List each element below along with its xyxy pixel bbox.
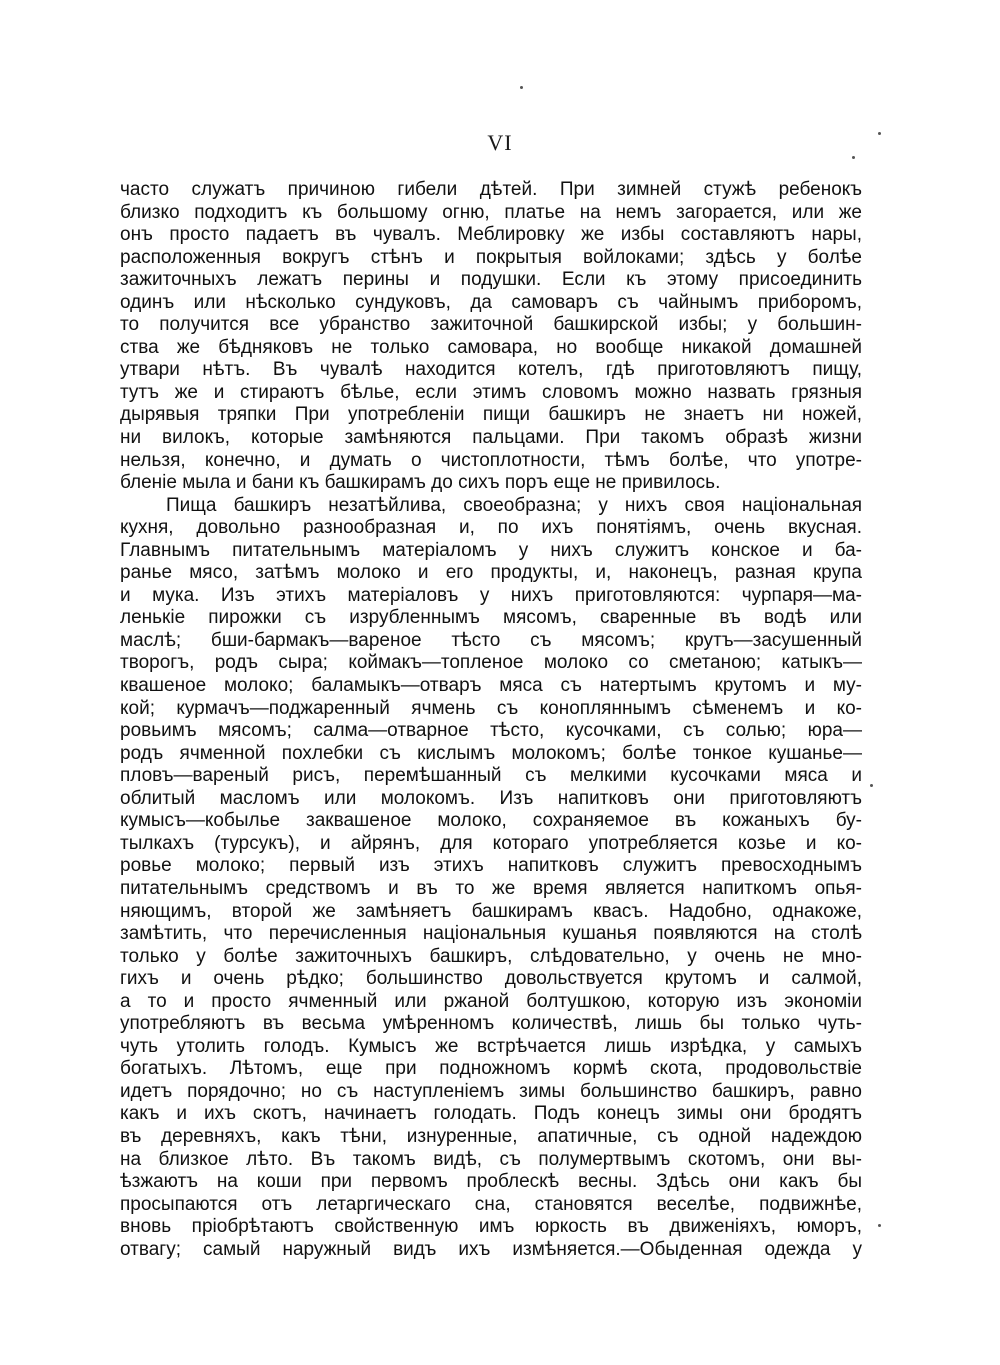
text-line: то получится все убранство зажиточной башкирской избы; у большин- xyxy=(120,314,862,336)
text-line: ѣзжаютъ на коши при первомъ проблескѣ весны. Здѣсь они какъ бы xyxy=(120,1171,862,1193)
text-line: ства же бѣдняковъ не только самовара, но вообще никакой домашней xyxy=(120,336,862,358)
text-line: ранье мясо, затѣмъ молоко и его продукты, и, наконецъ, разная крупа xyxy=(120,562,862,584)
page-body-text xyxy=(120,179,862,1261)
text-line: богатыхъ. Лѣтомъ, еще при подножномъ кормѣ скота, продовольствіе xyxy=(120,1058,862,1080)
text-line: дырявыя тряпки При употребленіи пищи башкиръ не знаетъ ни ножей, xyxy=(120,404,862,426)
text-line: гихъ и очень рѣдко; большинство довольствуется крутомъ и салмой, xyxy=(120,968,862,990)
text-line: пловъ—вареный рисъ, перемѣшанный съ мелкими кусочками мяса и xyxy=(120,765,862,787)
text-line: квашеное молоко; баламыкъ—отваръ мяса съ натертымъ крутомъ и му- xyxy=(120,675,862,697)
text-line: тутъ же и стираютъ бѣлье, если этимъ словомъ можно назвать грязныя xyxy=(120,381,862,403)
text-line: а то и просто ячменный или ржаной болтушкою, которую изъ экономіи xyxy=(120,990,862,1012)
text-line: чуть утолить голодъ. Кумысъ же встрѣчается лишь изрѣдка, у самыхъ xyxy=(120,1035,862,1057)
scan-speck xyxy=(878,1224,881,1227)
text-line: употребляютъ въ весьма умѣренномъ количествѣ, лишь бы только чуть- xyxy=(120,1013,862,1035)
page-number: VI xyxy=(487,130,513,155)
text-line: нельзя, конечно, и думать о чистоплотности, тѣмъ болѣе, что употре- xyxy=(120,449,862,471)
scan-speck xyxy=(878,132,881,135)
text-line: замѣтить, что перечисленныя національныя кушанья появляются на столѣ xyxy=(120,923,862,945)
text-line: няющимъ, второй же замѣняетъ башкирамъ квасъ. Надобно, однакоже, xyxy=(120,900,862,922)
text-line: вновь пріобрѣтаютъ свойственную имъ юркость въ движеніяхъ, юморъ, xyxy=(120,1216,862,1238)
text-line: близко подходитъ къ большому огню, платье на немъ загорается, или же xyxy=(120,201,862,223)
text-line: творогъ, родъ сыра; коймакъ—топленое молоко со сметаною; катыкъ— xyxy=(120,652,862,674)
text-line: зажиточныхъ лежатъ перины и подушки. Если къ этому присоединить xyxy=(120,269,862,291)
text-line: родъ ячменной похлебки съ кислымъ молокомъ; болѣе тонкое кушанье— xyxy=(120,742,862,764)
text-line: кухня, довольно разнообразная и, по ихъ понятіямъ, очень вкусная. xyxy=(120,517,862,539)
text-line: идетъ порядочно; но съ наступленіемъ зимы большинство башкиръ, равно xyxy=(120,1080,862,1102)
text-line: тылкахъ (турсукъ), и айрянъ, для котораго употребляется козье и ко- xyxy=(120,832,862,854)
text-line: часто служатъ причиною гибели дѣтей. При зимней стужѣ ребенокъ xyxy=(120,179,862,200)
text-line: одинъ или нѣсколько сундуковъ, да самоваръ съ чайнымъ приборомъ, xyxy=(120,291,862,313)
text-line: бленіе мыла и бани къ башкирамъ до сихъ поръ еще не привилось. xyxy=(120,472,721,494)
text-line: ровьимъ мясомъ; салма—отварное тѣсто, кусочками, съ солью; юра— xyxy=(120,720,862,742)
text-line: ни вилокъ, которые замѣняются пальцами. При такомъ образѣ жизни xyxy=(120,427,862,449)
text-line: отвагу; самый наружный видъ ихъ измѣняется.—Обыденная одежда у xyxy=(120,1238,862,1260)
scan-speck xyxy=(870,784,873,787)
text-line: расположенныя вокругъ стѣнъ и покрытыя войлоками; здѣсь у болѣе xyxy=(120,246,862,268)
text-line: кой; курмачъ—поджаренный ячмень съ конопляннымъ сѣменемъ и ко- xyxy=(120,697,862,719)
text-line: только у болѣе зажиточныхъ башкиръ, слѣдовательно, у очень не мно- xyxy=(120,945,862,967)
paragraph-first-line: Пища башкиръ незатѣйлива, своеобразна; у нихъ своя національная xyxy=(166,494,862,516)
text-line: онъ просто падаетъ въ чувалъ. Меблировку же избы составляютъ нары, xyxy=(120,224,862,246)
scan-speck xyxy=(852,156,855,159)
text-line: облитый масломъ или молокомъ. Изъ напитковъ они приготовляютъ xyxy=(120,787,862,809)
text-line: питательнымъ средствомъ и въ то же время является напиткомъ опья- xyxy=(120,877,862,899)
text-line: въ деревняхъ, какъ тѣни, изнуренные, апатичные, съ одной надеждою xyxy=(120,1125,862,1147)
text-line: на близкое лѣто. Въ такомъ видѣ, съ полумертвымъ скотомъ, они вы- xyxy=(120,1148,862,1170)
text-line: просыпаются отъ летаргическаго сна, становятся веселѣе, подвижнѣе, xyxy=(120,1193,862,1215)
text-line: утвари нѣтъ. Въ чувалѣ находится котелъ, гдѣ приготовляютъ пищу, xyxy=(120,359,862,381)
text-line: какъ и ихъ скотъ, начинаетъ голодать. Подъ конецъ зимы они бродятъ xyxy=(120,1103,862,1125)
text-line: ровье молоко; первый изъ этихъ напитковъ служитъ превосходнымъ xyxy=(120,855,862,877)
text-line: и мука. Изъ этихъ матеріаловъ у нихъ приготовляются: чурпаря—ма- xyxy=(120,584,862,606)
text-line: Главнымъ питательнымъ матеріаломъ у нихъ служитъ конское и ба- xyxy=(120,539,862,561)
text-line: кумысъ—кобылье заквашеное молоко, сохраняемое въ кожаныхъ бу- xyxy=(120,810,862,832)
scan-speck xyxy=(520,86,523,89)
text-line: маслѣ; бши-бармакъ—вареное тѣсто съ мясомъ; крутъ—засушенный xyxy=(120,629,862,651)
text-line: ленькіе пирожки съ изрубленнымъ мясомъ, сваренные въ водѣ или xyxy=(120,607,862,629)
